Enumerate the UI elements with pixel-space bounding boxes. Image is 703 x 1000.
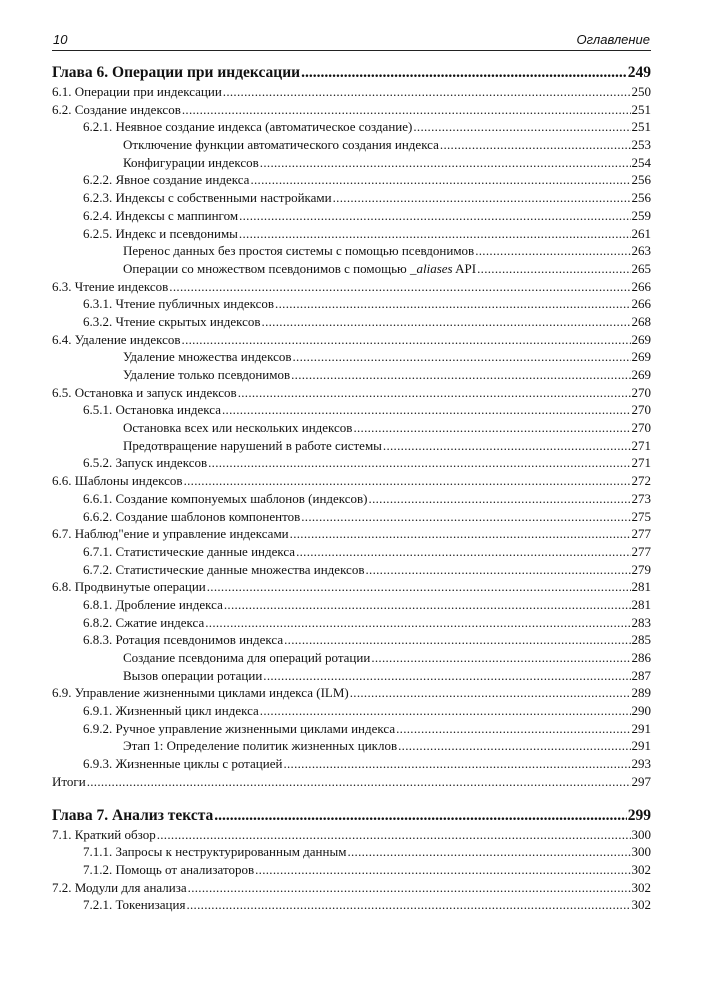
dot-leader	[353, 420, 630, 436]
toc-entry-page: 268	[631, 313, 651, 329]
dot-leader	[284, 632, 630, 648]
dot-leader	[365, 562, 630, 578]
toc-entry-page: 273	[631, 490, 651, 506]
toc-entry-title: Предотвращение нарушений в работе системы	[123, 437, 382, 453]
toc-entry-page: 251	[631, 119, 651, 135]
toc-entry-page: 270	[631, 402, 651, 418]
table-of-contents	[52, 64, 651, 915]
toc-entry-title: 7.1.1. Запросы к неструктурированным данным	[83, 844, 347, 860]
toc-entry-title: 6.6.2. Создание шаблонов компонентов	[83, 508, 301, 524]
toc-entry-title: 6.3.2. Чтение скрытых индексов	[83, 313, 261, 329]
chapter-page: 299	[627, 806, 651, 824]
toc-entry-page: 254	[631, 154, 651, 170]
toc-entry-page: 275	[631, 508, 651, 524]
toc-entry[interactable]	[52, 703, 651, 721]
toc-entry-page: 302	[631, 897, 651, 913]
code-term: _aliases	[410, 260, 453, 276]
toc-entry-title: 6.5.2. Запуск индексов	[83, 455, 208, 471]
toc-entry[interactable]	[52, 243, 651, 261]
toc-entry-title: 7.2. Модули для анализа	[52, 879, 187, 895]
toc-entry-title: Отключение функции автоматического создания индекса	[123, 137, 439, 153]
dot-leader	[239, 226, 631, 242]
dot-leader	[260, 155, 631, 171]
dot-leader	[275, 296, 630, 312]
toc-entry-page: 277	[631, 526, 651, 542]
toc-entry-title: 6.2.5. Индекс и псевдонимы	[83, 225, 238, 241]
toc-entry-title: Удаление только псевдонимов	[123, 367, 291, 382]
toc-entry-title: 7.2.1. Токенизация	[83, 897, 186, 913]
dot-leader	[255, 862, 630, 878]
dot-leader	[383, 438, 631, 454]
dot-leader	[413, 119, 630, 135]
dot-leader	[347, 844, 630, 860]
toc-entry-page: 270	[631, 420, 651, 436]
dot-leader	[239, 208, 630, 224]
dot-leader	[301, 509, 630, 525]
toc-entry-title: 6.8.3. Ротация псевдонимов индекса	[83, 632, 284, 648]
toc-entry[interactable]	[52, 332, 651, 350]
toc-entry-page: 293	[631, 756, 651, 772]
toc-entry-title: 6.3.1. Чтение публичных индексов	[83, 296, 275, 312]
toc-entry[interactable]	[52, 738, 651, 756]
chapter-heading[interactable]	[52, 807, 651, 827]
toc-entry-page: 277	[631, 543, 651, 559]
toc-entry[interactable]	[52, 279, 651, 297]
toc-entry[interactable]	[52, 155, 651, 173]
toc-entry-page: 281	[631, 579, 651, 595]
dot-leader	[157, 827, 631, 843]
dot-leader	[250, 172, 630, 188]
toc-entry[interactable]	[52, 579, 651, 597]
toc-entry-page: 302	[631, 861, 651, 877]
dot-leader	[188, 880, 631, 896]
dot-leader	[296, 544, 630, 560]
toc-entry-page: 289	[631, 685, 651, 701]
toc-entry-title: 6.8. Продвинутые операции	[52, 579, 206, 595]
toc-entry-title: 7.1.2. Помощь от анализаторов	[83, 861, 255, 877]
chapter-title: Глава 7. Анализ текста	[52, 806, 214, 824]
toc-entry[interactable]	[52, 491, 651, 509]
toc-entry[interactable]	[52, 880, 651, 898]
chapter-spacer	[52, 792, 651, 807]
toc-entry-title: 6.2.2. Явное создание индекса	[83, 172, 250, 188]
toc-entry-page: 272	[631, 473, 651, 489]
toc-entry-page: 270	[631, 384, 651, 400]
toc-entry[interactable]	[52, 632, 651, 650]
toc-entry[interactable]	[52, 562, 651, 580]
toc-entry-title: 6.2.4. Индексы с маппингом	[83, 207, 239, 223]
toc-entry-title: 6.2.3. Индексы с собственными настройками	[83, 190, 332, 206]
toc-entry-title: 6.4. Удаление индексов	[52, 331, 181, 347]
toc-entry-title: 6.6. Шаблоны индексов	[52, 473, 183, 489]
toc-entry-page: 271	[631, 437, 651, 453]
toc-entry-title: 6.5.1. Остановка индекса	[83, 402, 221, 418]
page-header	[52, 30, 651, 51]
toc-entry[interactable]	[52, 597, 651, 615]
toc-entry[interactable]	[52, 844, 651, 862]
toc-entry-page: 302	[631, 879, 651, 895]
dot-leader	[222, 402, 631, 418]
toc-entry-title: Создание псевдонима для операций ротации	[123, 650, 371, 665]
dot-leader	[398, 738, 630, 754]
toc-entry-page: 256	[631, 172, 651, 188]
dot-leader	[182, 102, 631, 118]
toc-entry-title	[123, 261, 476, 277]
toc-entry-page: 300	[631, 826, 651, 842]
toc-entry-title: 6.2. Создание индексов	[52, 101, 181, 117]
toc-entry-title: Итоги	[52, 773, 86, 789]
toc-entry[interactable]	[52, 420, 651, 438]
dot-leader	[260, 703, 631, 719]
toc-entry-title: 6.9.1. Жизненный цикл индекса	[83, 703, 259, 719]
chapter-page: 249	[627, 64, 651, 81]
toc-entry-title: Удаление множества индексов	[123, 349, 292, 365]
toc-entry[interactable]	[52, 385, 651, 403]
toc-entry-page: 279	[631, 561, 651, 577]
toc-entry-text: Операции со множеством псевдонимов с помощью	[123, 260, 410, 276]
toc-entry[interactable]	[52, 84, 651, 102]
toc-entry-page: 287	[631, 667, 651, 683]
toc-entry[interactable]	[52, 137, 651, 155]
dot-leader	[440, 137, 631, 153]
toc-entry-title: 6.3. Чтение индексов	[52, 278, 169, 294]
toc-entry[interactable]	[52, 827, 651, 845]
toc-entry-page: 265	[631, 260, 651, 276]
toc-entry-page: 283	[631, 614, 651, 630]
toc-entry-page: 286	[631, 650, 651, 665]
toc-entry-title: Перенос данных без простоя системы с помощью псевдонимов	[123, 243, 475, 259]
toc-entry-page: 253	[631, 137, 651, 153]
toc-entry-page: 259	[631, 207, 651, 223]
toc-entry-page: 256	[631, 190, 651, 206]
toc-entry-title: Конфигурации индексов	[123, 154, 259, 170]
toc-entry[interactable]	[52, 226, 651, 244]
toc-entry-page: 285	[631, 632, 651, 648]
toc-entry[interactable]	[52, 509, 651, 527]
dot-leader	[475, 243, 630, 259]
dot-leader	[169, 279, 630, 295]
toc-entry[interactable]	[52, 650, 651, 668]
dot-leader	[477, 261, 630, 277]
dot-leader	[214, 807, 626, 825]
dot-leader	[301, 64, 627, 82]
dot-leader	[263, 668, 630, 684]
toc-entry[interactable]	[52, 190, 651, 208]
running-title: Оглавление	[576, 32, 650, 47]
dot-leader	[238, 385, 631, 401]
toc-entry[interactable]	[52, 862, 651, 880]
toc-entry-title: 6.7. Наблюд"ение и управление индексами	[52, 526, 289, 542]
chapter-heading[interactable]	[52, 64, 651, 84]
dot-leader	[87, 774, 631, 790]
toc-entry-page: 251	[631, 101, 651, 117]
toc-entry[interactable]	[52, 314, 651, 332]
toc-entry[interactable]	[52, 208, 651, 226]
toc-entry-page: 281	[631, 596, 651, 612]
dot-leader	[292, 349, 630, 365]
chapter-title: Глава 6. Операции при индексации	[52, 64, 301, 81]
toc-entry-title: Остановка всех или нескольких индексов	[123, 420, 353, 436]
toc-entry-title: 6.5. Остановка и запуск индексов	[52, 384, 237, 400]
toc-entry[interactable]	[52, 367, 651, 385]
dot-leader	[224, 597, 631, 613]
toc-entry[interactable]	[52, 473, 651, 491]
toc-entry[interactable]	[52, 296, 651, 314]
toc-entry-page: 291	[631, 738, 651, 754]
toc-entry[interactable]	[52, 544, 651, 562]
toc-entry[interactable]	[52, 455, 651, 473]
toc-entry-title: 6.6.1. Создание компонуемых шаблонов (индексов)	[83, 490, 368, 506]
toc-entry-page: 290	[631, 703, 651, 719]
toc-entry[interactable]	[52, 526, 651, 544]
dot-leader	[184, 473, 631, 489]
toc-entry-title: Вызов операции ротации	[123, 667, 263, 683]
toc-entry-page: 250	[631, 84, 651, 99]
toc-entry-page: 269	[631, 349, 651, 365]
toc-entry[interactable]	[52, 721, 651, 739]
dot-leader	[182, 332, 631, 348]
toc-entry[interactable]	[52, 774, 651, 792]
dot-leader	[223, 84, 631, 100]
toc-entry[interactable]	[52, 897, 651, 915]
toc-entry-title: 6.7.1. Статистические данные индекса	[83, 543, 296, 559]
toc-entry-page: 266	[631, 278, 651, 294]
toc-entry[interactable]	[52, 438, 651, 456]
dot-leader	[371, 650, 630, 666]
toc-entry[interactable]	[52, 756, 651, 774]
toc-entry[interactable]	[52, 402, 651, 420]
dot-leader	[396, 721, 630, 737]
dot-leader	[350, 685, 631, 701]
toc-entry[interactable]	[52, 119, 651, 137]
dot-leader	[283, 756, 630, 772]
dot-leader	[205, 615, 630, 631]
toc-entry-text-suffix: API	[452, 260, 477, 276]
dot-leader	[290, 526, 631, 542]
toc-entry-page: 300	[631, 844, 651, 860]
toc-entry[interactable]	[52, 685, 651, 703]
toc-entry[interactable]	[52, 172, 651, 190]
toc-entry[interactable]	[52, 261, 651, 279]
toc-entry[interactable]	[52, 668, 651, 686]
toc-entry-title: 6.7.2. Статистические данные множества индексов	[83, 561, 365, 577]
toc-entry-title: 6.9. Управление жизненными циклами индекса (ILM)	[52, 685, 349, 701]
toc-entry[interactable]	[52, 349, 651, 367]
toc-entry-page: 271	[631, 455, 651, 471]
toc-entry-page: 291	[631, 720, 651, 736]
toc-entry-title: 6.8.2. Сжатие индекса	[83, 614, 205, 630]
toc-entry-page: 269	[631, 331, 651, 347]
toc-entry-title: 6.9.3. Жизненные циклы с ротацией	[83, 756, 283, 772]
toc-entry-title: 6.2.1. Неявное создание индекса (автоматическое создание)	[83, 119, 413, 135]
toc-entry[interactable]	[52, 102, 651, 120]
toc-entry-page: 297	[631, 773, 651, 789]
toc-entry-title: 6.8.1. Дробление индекса	[83, 596, 223, 612]
toc-entry-title: 7.1. Краткий обзор	[52, 826, 156, 842]
toc-entry-page: 269	[631, 367, 651, 382]
dot-leader	[369, 491, 631, 507]
toc-entry-page: 263	[631, 243, 651, 259]
toc-entry-title: Этап 1: Определение политик жизненных циклов	[123, 738, 398, 754]
dot-leader	[291, 367, 630, 383]
page-number: 10	[53, 32, 68, 47]
dot-leader	[262, 314, 631, 330]
toc-entry-page: 261	[631, 225, 651, 241]
toc-entry-title: 6.9.2. Ручное управление жизненными циклами индекса	[83, 720, 396, 736]
toc-entry-page: 266	[631, 296, 651, 312]
dot-leader	[207, 579, 631, 595]
dot-leader	[333, 190, 631, 206]
dot-leader	[208, 455, 630, 471]
toc-entry[interactable]	[52, 615, 651, 633]
toc-entry-title: 6.1. Операции при индексации	[52, 84, 222, 99]
dot-leader	[186, 897, 630, 913]
